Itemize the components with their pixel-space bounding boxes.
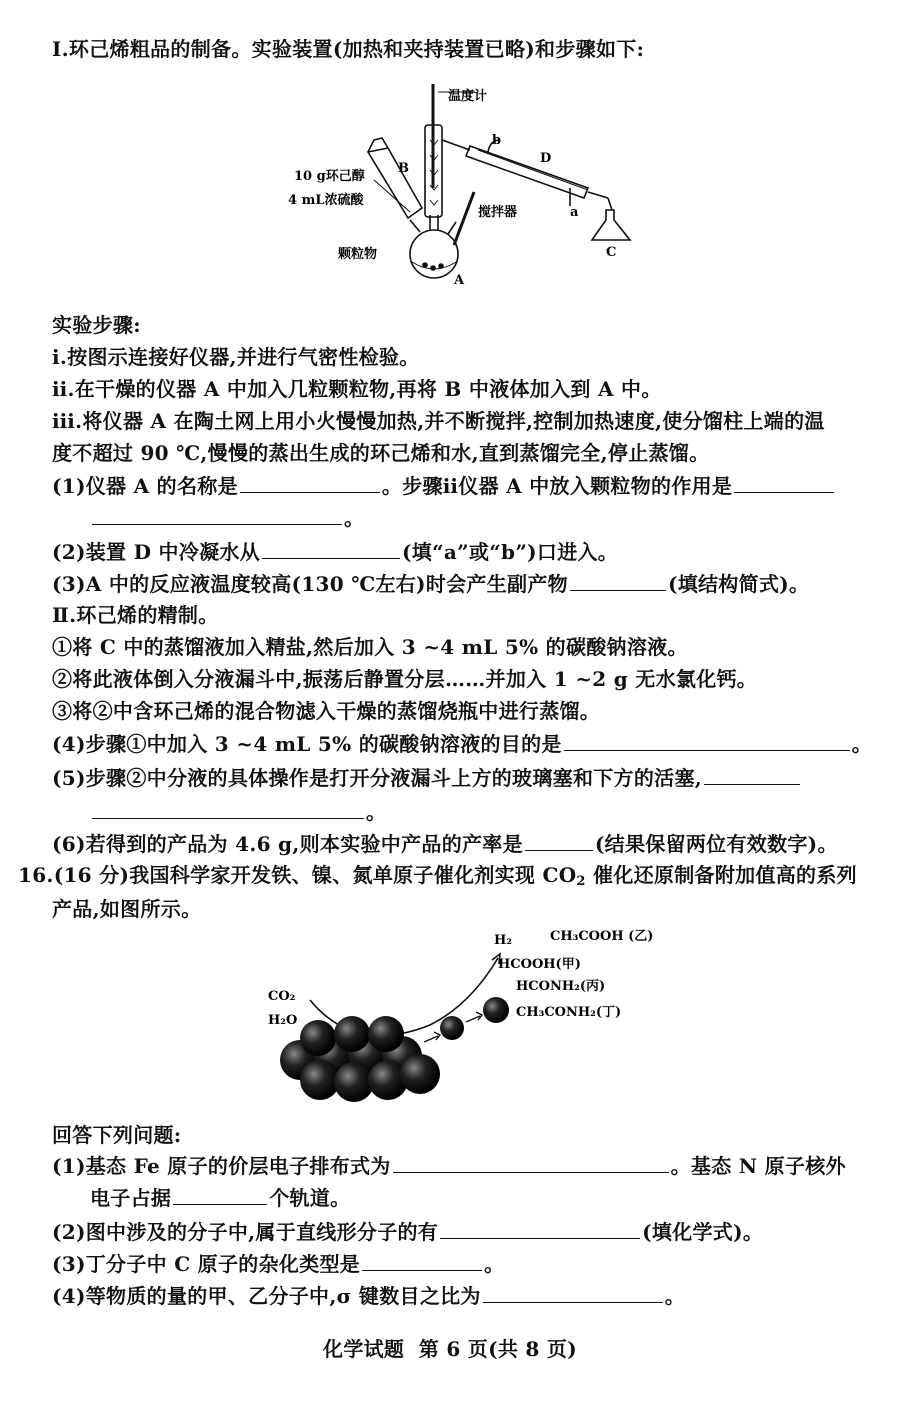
q16-3-text-b: 。: [484, 1252, 505, 1276]
label-reagent1: 10 g环己醇: [294, 169, 365, 184]
steps-title: 实验步骤:: [52, 313, 141, 337]
question-1-cont: [90, 504, 364, 531]
answer-blank[interactable]: [262, 538, 400, 559]
label-b: b: [492, 133, 502, 148]
answer-blank[interactable]: [240, 472, 380, 493]
label-b-funnel: B: [398, 161, 409, 176]
q16-2-text-b: (填化学式)。: [642, 1220, 764, 1244]
q16-question-4: [52, 1282, 685, 1309]
q1-text-b: 。步骤ⅱ仪器 A 中放入颗粒物的作用是: [381, 474, 733, 498]
q5-text-a: (5)步骤②中分液的具体操作是打开分液漏斗上方的玻璃塞和下方的活塞,: [52, 766, 703, 790]
answer-blank[interactable]: [704, 764, 800, 785]
part2-step-1: ①将 C 中的蒸馏液加入精盐,然后加入 3 ~4 mL 5% 的碳酸钠溶液。: [52, 635, 688, 659]
answer-blank[interactable]: [173, 1184, 267, 1205]
answer-blank[interactable]: [734, 472, 834, 493]
step-3b: 度不超过 90 ℃,慢慢的蒸出生成的环己烯和水,直到蒸馏完全,停止蒸馏。: [52, 441, 710, 465]
answer-blank[interactable]: [362, 1250, 482, 1271]
q16-subscript: 2: [576, 874, 586, 889]
answer-blank[interactable]: [92, 798, 364, 819]
q16-4-text-a: (4)等物质的量的甲、乙分子中,σ 键数目之比为: [52, 1284, 481, 1308]
q5-text-b: 。: [366, 800, 387, 824]
dropping-funnel-b: [368, 148, 422, 218]
question-6: [52, 830, 838, 857]
label-formic-acid: HCOOH(甲): [498, 957, 581, 972]
question-4: [52, 730, 872, 757]
q4-text-a: (4)步骤①中加入 3 ~4 mL 5% 的碳酸钠溶液的目的是: [52, 732, 562, 756]
question-1: [52, 472, 836, 499]
question-5-cont: [90, 798, 386, 825]
label-h2o: H₂O: [268, 1013, 298, 1028]
label-thermometer: 温度计: [448, 89, 488, 104]
label-c: C: [606, 245, 617, 260]
answer-blank[interactable]: [483, 1282, 663, 1303]
receiving-flask-c: [592, 210, 630, 240]
q16-text-b: 催化还原制备附加值高的系列: [585, 863, 857, 887]
label-d: D: [540, 151, 552, 166]
question-3: [52, 570, 809, 597]
q6-text-a: (6)若得到的产品为 4.6 g,则本实验中产品的产率是: [52, 832, 523, 856]
label-h2: H₂: [494, 933, 512, 948]
label-acetic-acid: CH₃COOH (乙): [550, 929, 654, 944]
intermediate-ball-2: [483, 997, 509, 1023]
q16-text-a: 16.(16 分)我国科学家开发铁、镍、氮单原子催化剂实现 CO: [18, 863, 577, 887]
answer-title: 回答下列问题:: [52, 1123, 182, 1147]
answer-blank[interactable]: [440, 1218, 640, 1239]
q1-text-a: (1)仪器 A 的名称是: [52, 474, 238, 498]
answer-blank[interactable]: [92, 504, 342, 525]
q16-4-text-b: 。: [664, 1284, 686, 1308]
label-reagent2: 4 mL浓硫酸: [288, 193, 364, 208]
q4-text-b: 。: [851, 732, 873, 756]
q1-text-c: 。: [344, 506, 365, 530]
q16-2-text-a: (2)图中涉及的分子中,属于直线形分子的有: [52, 1220, 439, 1244]
label-acetamide: CH₃CONH₂(丁): [516, 1005, 622, 1020]
flask-a: [410, 230, 458, 278]
step-2: ⅱ.在干燥的仪器 A 中加入几粒颗粒物,再将 B 中液体加入到 A 中。: [52, 377, 662, 401]
catalyst-surface: [280, 1016, 440, 1102]
label-stirrer: 搅拌器: [478, 205, 518, 220]
label-formamide: HCONH₂(丙): [516, 979, 606, 994]
intermediate-ball-1: [440, 1016, 464, 1040]
q16-1-text-d: 个轨道。: [269, 1186, 351, 1210]
answer-blank[interactable]: [570, 570, 666, 591]
label-a: a: [570, 205, 579, 220]
part2-heading: Ⅱ.环己烯的精制。: [52, 603, 219, 627]
part2-step-2: ②将此液体倒入分液漏斗中,振荡后静置分层……并加入 1 ~2 g 无水氯化钙。: [52, 667, 758, 691]
part2-step-3: ③将②中含环己烯的混合物滤入干燥的蒸馏烧瓶中进行蒸馏。: [52, 699, 601, 723]
question-5: [52, 764, 802, 791]
question-2: [52, 538, 618, 565]
q16-3-text-a: (3)丁分子中 C 原子的杂化类型是: [52, 1252, 361, 1276]
step-1: ⅰ.按图示连接好仪器,并进行气密性检验。: [52, 345, 420, 369]
page-footer: 化学试题 第 6 页(共 8 页): [323, 1337, 577, 1361]
answer-blank[interactable]: [564, 730, 850, 751]
q3-text-a: (3)A 中的反应液温度较高(130 ℃左右)时会产生副产物: [52, 572, 568, 596]
q16-question-3: [52, 1250, 504, 1277]
stirrer: [454, 192, 474, 245]
answer-blank[interactable]: [393, 1152, 669, 1173]
answer-blank[interactable]: [525, 830, 593, 851]
q16-1-text-c: 电子占据: [90, 1186, 172, 1210]
label-a-flask: A: [454, 273, 465, 288]
q3-text-b: (填结构简式)。: [667, 572, 810, 596]
q16-question-1: [52, 1152, 846, 1179]
q2-text-b: (填“a”或“b”)口进入。: [402, 540, 619, 564]
q6-text-b: (结果保留两位有效数字)。: [594, 832, 838, 856]
catalyst-diagram: [260, 920, 660, 1110]
q16-1-text-a: (1)基态 Fe 原子的价层电子排布式为: [52, 1154, 391, 1178]
q16-line-2: 产品,如图所示。: [52, 897, 202, 921]
q16-question-1-cont: [90, 1184, 350, 1211]
q16-line-1: [18, 862, 857, 895]
part1-heading: Ⅰ.环己烯粗品的制备。实验装置(加热和夹持装置已略)和步骤如下:: [52, 37, 645, 61]
step-3a: ⅲ.将仪器 A 在陶土网上用小火慢慢加热,并不断搅拌,控制加热速度,使分馏柱上端的温: [52, 409, 825, 433]
label-granules: 颗粒物: [338, 247, 378, 262]
distillation-apparatus-diagram: [270, 70, 650, 295]
q2-text-a: (2)装置 D 中冷凝水从: [52, 540, 261, 564]
label-co2: CO₂: [268, 989, 296, 1004]
q16-question-2: [52, 1218, 763, 1245]
q16-1-text-b: 。基态 N 原子核外: [670, 1154, 846, 1178]
